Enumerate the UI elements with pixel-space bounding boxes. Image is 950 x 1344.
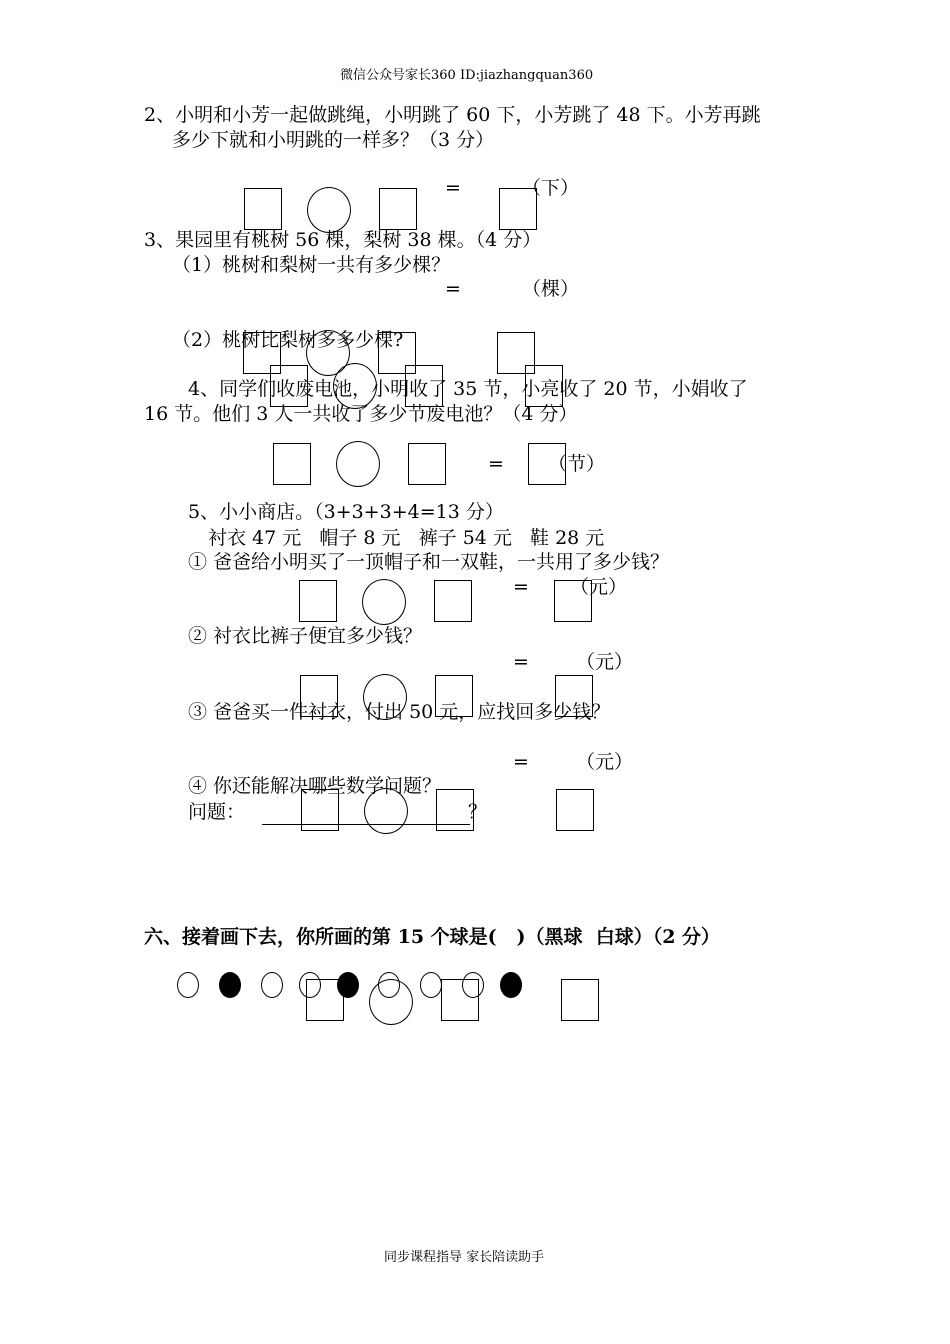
operator-circle[interactable] (369, 979, 413, 1025)
q2-equals: = (445, 177, 461, 199)
answer-box[interactable] (561, 979, 599, 1021)
q5-sub1: ① 爸爸给小明买了一顶帽子和一双鞋，一共用了多少钱？ (188, 551, 670, 573)
header-watermark: 微信公众号家长360 ID:jiazhangquan360 (340, 68, 594, 83)
q5-unit: （元） (576, 651, 634, 673)
q5-sub2: ② 衬衣比裤子便宜多少钱？ (188, 625, 423, 647)
ball (420, 972, 442, 998)
answer-box[interactable] (434, 580, 472, 622)
q5-sub4: ④ 你还能解决哪些数学问题？ (188, 775, 442, 797)
answer-box[interactable] (556, 789, 594, 831)
q5-unit: （元） (570, 576, 628, 598)
q3-part2: （2）桃树比梨树多多少棵? (172, 329, 404, 351)
q3-part1: （1）桃树和梨树一共有多少棵？ (172, 254, 451, 276)
answer-box[interactable] (499, 188, 537, 230)
q5-equals: = (513, 576, 529, 598)
q5-title: 5、小小商店。（3+3+3+4=13 分） (188, 501, 504, 523)
answer-box[interactable] (379, 188, 417, 230)
q3-title: 3、果园里有桃树 56 棵，梨树 38 棵。（4 分） (144, 229, 542, 251)
q5-equals: = (513, 651, 529, 673)
answer-box[interactable] (273, 443, 311, 485)
q5-question-end: ？ (468, 801, 488, 823)
operator-circle[interactable] (364, 788, 408, 834)
ball (500, 972, 522, 998)
q2-text-line2: 多少下就和小明跳的一样多？（3 分） (172, 129, 495, 151)
answer-box[interactable] (441, 979, 479, 1021)
q2-text-line1: 2、小明和小芳一起做跳绳，小明跳了 60 下，小芳跳了 48 下。小芳再跳 (144, 104, 761, 126)
ball (219, 972, 241, 998)
q4-unit: （节） (548, 453, 606, 475)
q3-equals: = (445, 278, 461, 300)
ball (261, 972, 283, 998)
answer-box[interactable] (528, 443, 566, 485)
q4-text-line1: 4、同学们收废电池，小明收了 35 节，小亮收了 20 节，小娟收了 (188, 378, 748, 400)
q5-prices: 衬衣 47 元 帽子 8 元 裤子 54 元 鞋 28 元 (208, 527, 605, 549)
answer-box[interactable] (405, 365, 443, 407)
footer-text: 同步课程指导 家长陪读助手 (384, 1250, 545, 1265)
answer-box[interactable] (244, 188, 282, 230)
operator-circle[interactable] (336, 441, 380, 487)
ball (177, 972, 199, 998)
answer-box[interactable] (525, 365, 563, 407)
answer-box[interactable] (408, 443, 446, 485)
operator-circle[interactable] (307, 187, 351, 233)
q2-unit: （下） (522, 177, 580, 199)
q5-unit: （元） (576, 751, 634, 773)
operator-circle[interactable] (333, 363, 377, 409)
answer-box[interactable] (299, 580, 337, 622)
section6-title: 六、接着画下去，你所画的第 15 个球是( )（黑球 白球）（2 分） (144, 926, 721, 948)
answer-box[interactable] (306, 979, 344, 1021)
q5-sub3: ③ 爸爸买一件衬衣，付出 50 元，应找回多少钱？ (188, 701, 611, 723)
answer-box[interactable] (554, 580, 592, 622)
q5-question-label: 问题： (188, 801, 246, 823)
answer-box[interactable] (436, 789, 474, 831)
operator-circle[interactable] (362, 579, 406, 625)
q3-unit1: （棵） (522, 278, 580, 300)
q4-text-line2: 16 节。他们 3 人一共收了多少节废电池？（4 分） (144, 403, 578, 425)
q5-equals: = (513, 751, 529, 773)
q4-equals: = (488, 453, 504, 475)
answer-box[interactable] (270, 365, 308, 407)
answer-box[interactable] (301, 789, 339, 831)
